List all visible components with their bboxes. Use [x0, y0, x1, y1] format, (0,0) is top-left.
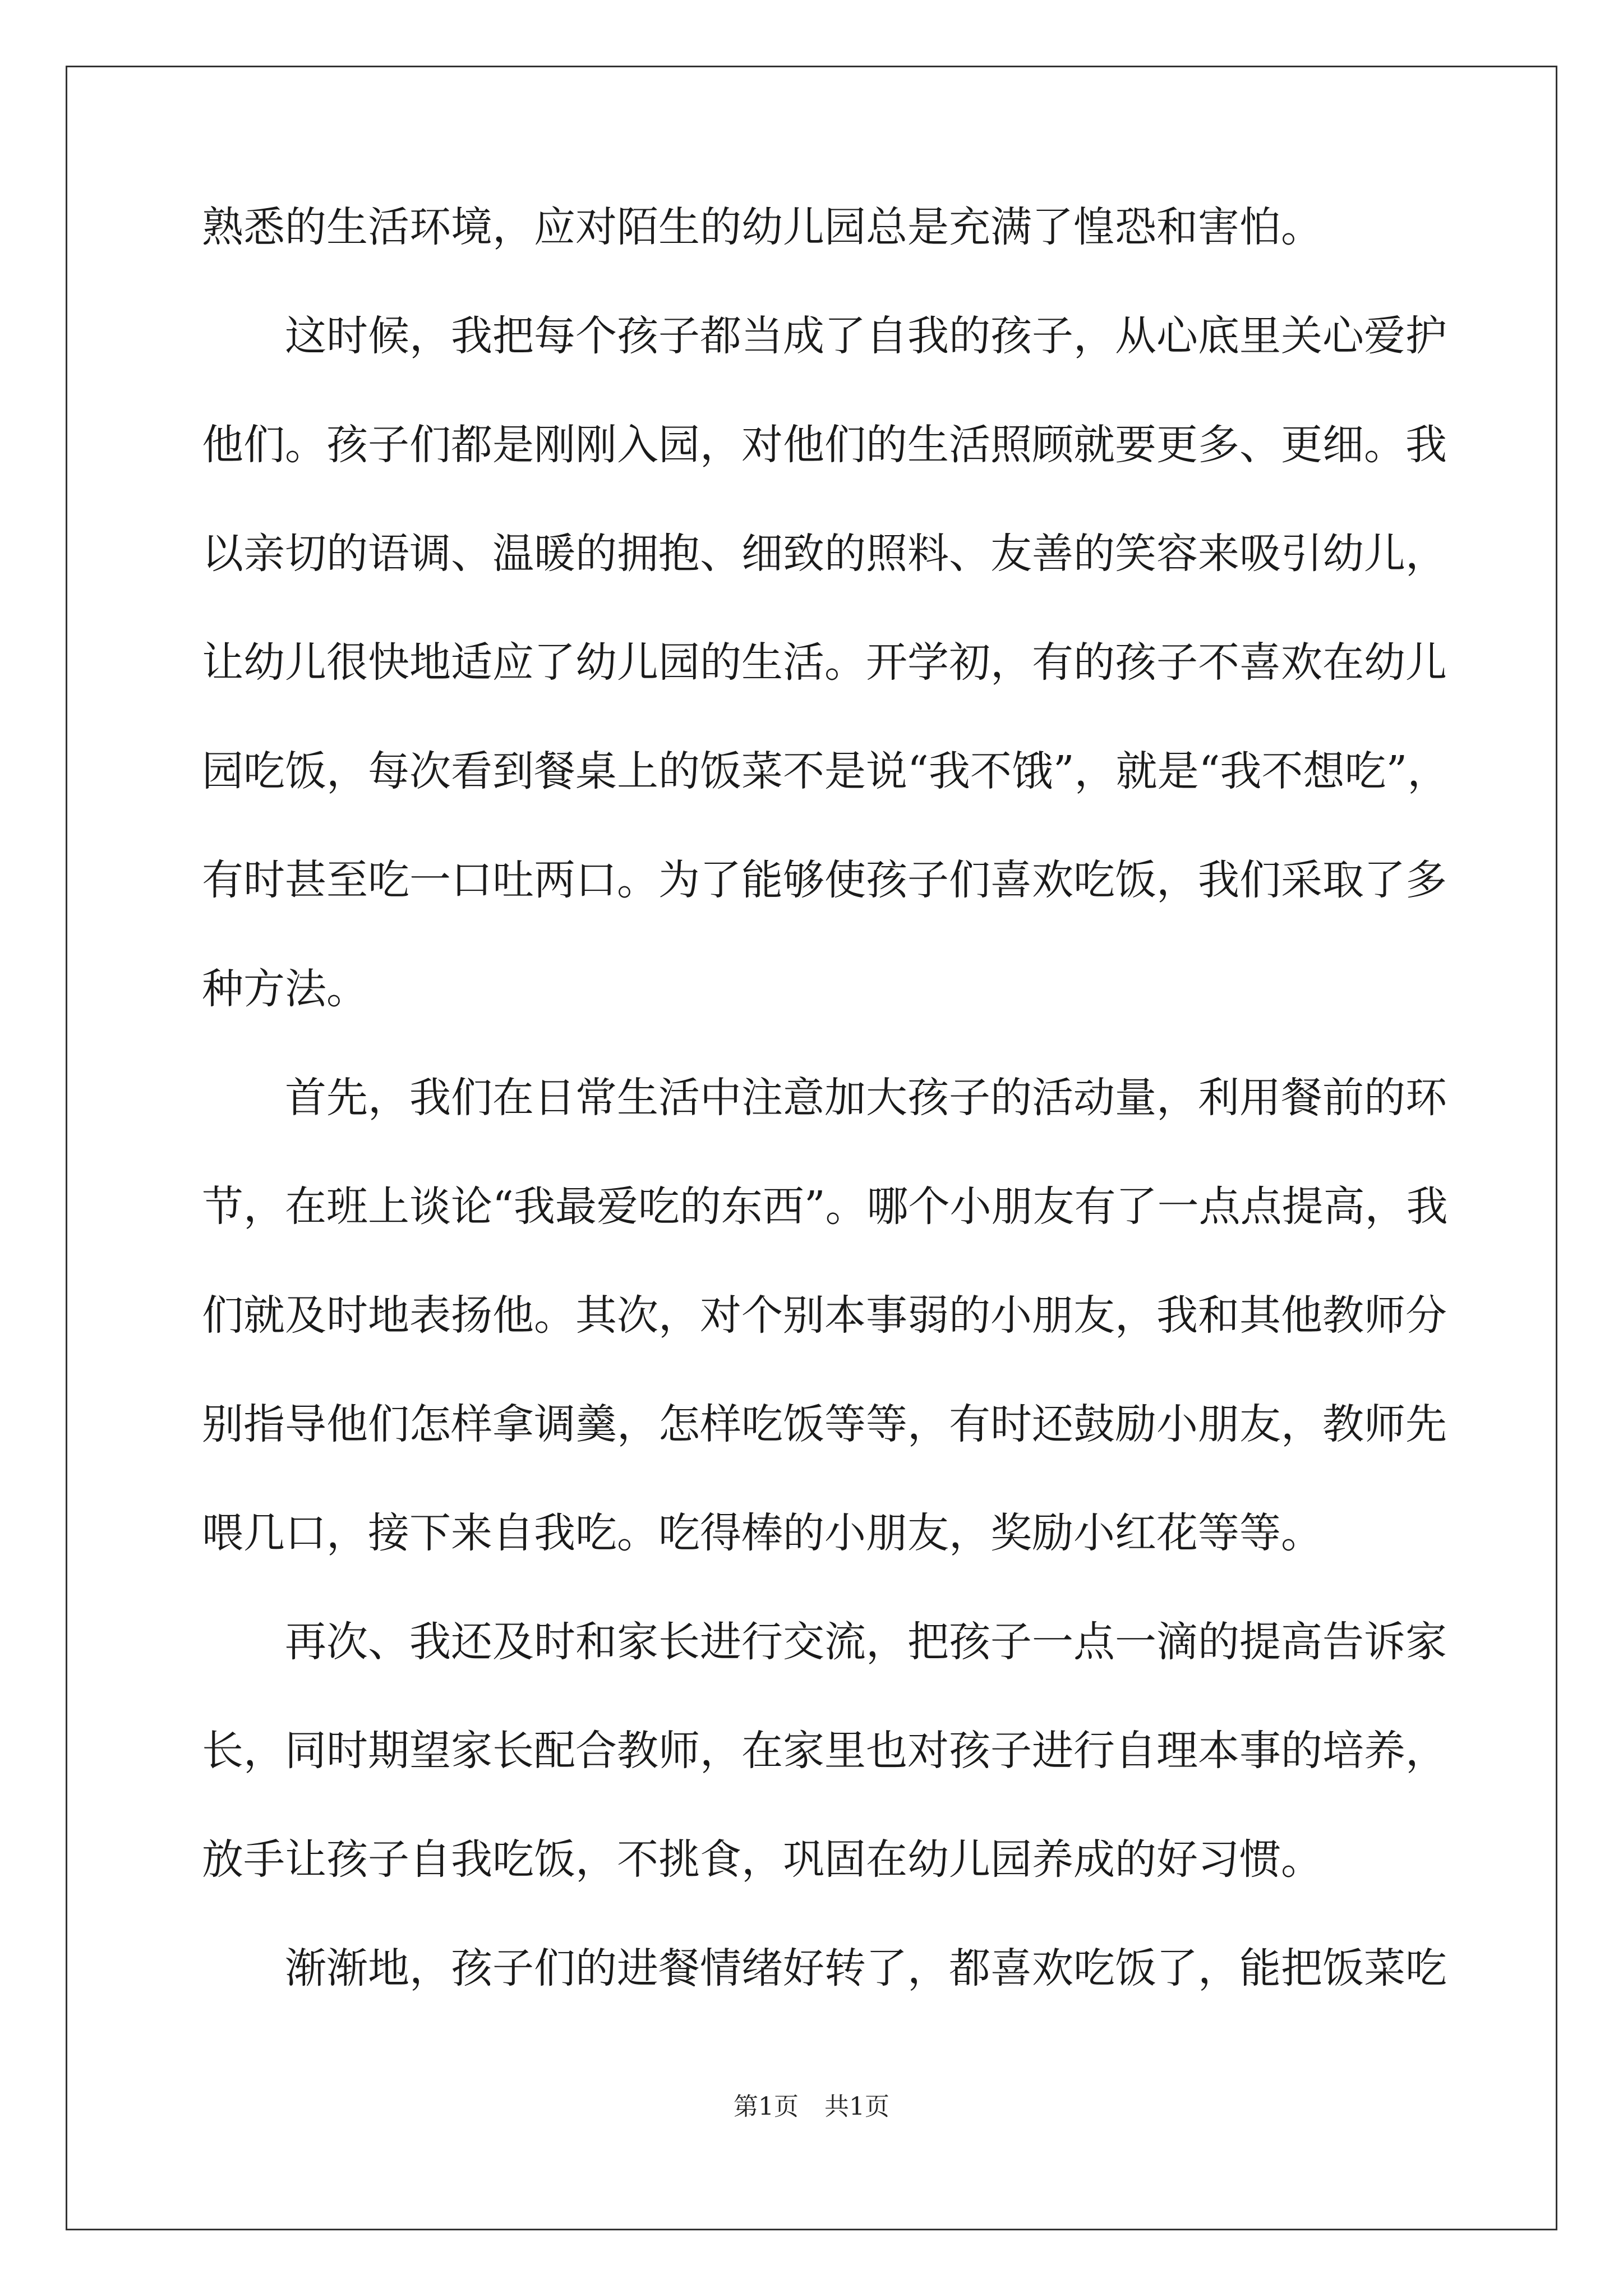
paragraph-first-line: 这时候，我把每个孩子都当成了自我的孩子，从心底里关心爱护 — [285, 312, 1447, 360]
text-line: 有时甚至吃一口吐两口。为了能够使孩子们喜欢吃饭，我们采取了多 — [202, 856, 1447, 904]
text-line: 他们。孩子们都是刚刚入园，对他们的生活照顾就要更多、更细。我 — [202, 421, 1447, 469]
page-number-total: 共1页 — [824, 2092, 889, 2121]
text-line: 种方法。 — [202, 965, 368, 1013]
text-line: 园吃饭，每次看到餐桌上的饭菜不是说“我不饿”，就是“我不想吃”， — [202, 747, 1449, 795]
text-line: 长，同时期望家长配合教师，在家里也对孩子进行自理本事的培养， — [202, 1727, 1447, 1775]
text-line: 们就及时地表扬他。其次，对个别本事弱的小朋友，我和其他教师分 — [202, 1291, 1447, 1340]
text-line: 熟悉的生活环境，应对陌生的幼儿园总是充满了惶恐和害怕。 — [202, 203, 1322, 251]
paragraph-first-line: 首先，我们在日常生活中注意加大孩子的活动量，利用餐前的环 — [285, 1074, 1447, 1122]
page-border — [66, 66, 1557, 2230]
text-line: 喂几口，接下来自我吃。吃得棒的小朋友，奖励小红花等等。 — [202, 1509, 1322, 1557]
text-line: 别指导他们怎样拿调羹，怎样吃饭等等，有时还鼓励小朋友，教师先 — [202, 1400, 1447, 1448]
text-line: 节，在班上谈论“我最爱吃的东西”。哪个小朋友有了一点点提高，我 — [202, 1182, 1448, 1231]
paragraph-first-line: 再次、我还及时和家长进行交流，把孩子一点一滴的提高告诉家 — [285, 1618, 1447, 1666]
text-line: 以亲切的语调、温暖的拥抱、细致的照料、友善的笑容来吸引幼儿， — [202, 530, 1447, 578]
page-footer — [0, 2090, 1623, 2124]
page-number-current: 第1页 — [734, 2092, 799, 2121]
text-line: 让幼儿很快地适应了幼儿园的生活。开学初，有的孩子不喜欢在幼儿 — [202, 638, 1447, 687]
text-line: 放手让孩子自我吃饭，不挑食，巩固在幼儿园养成的好习惯。 — [202, 1835, 1322, 1884]
paragraph-first-line: 渐渐地，孩子们的进餐情绪好转了，都喜欢吃饭了，能把饭菜吃 — [285, 1944, 1447, 1993]
